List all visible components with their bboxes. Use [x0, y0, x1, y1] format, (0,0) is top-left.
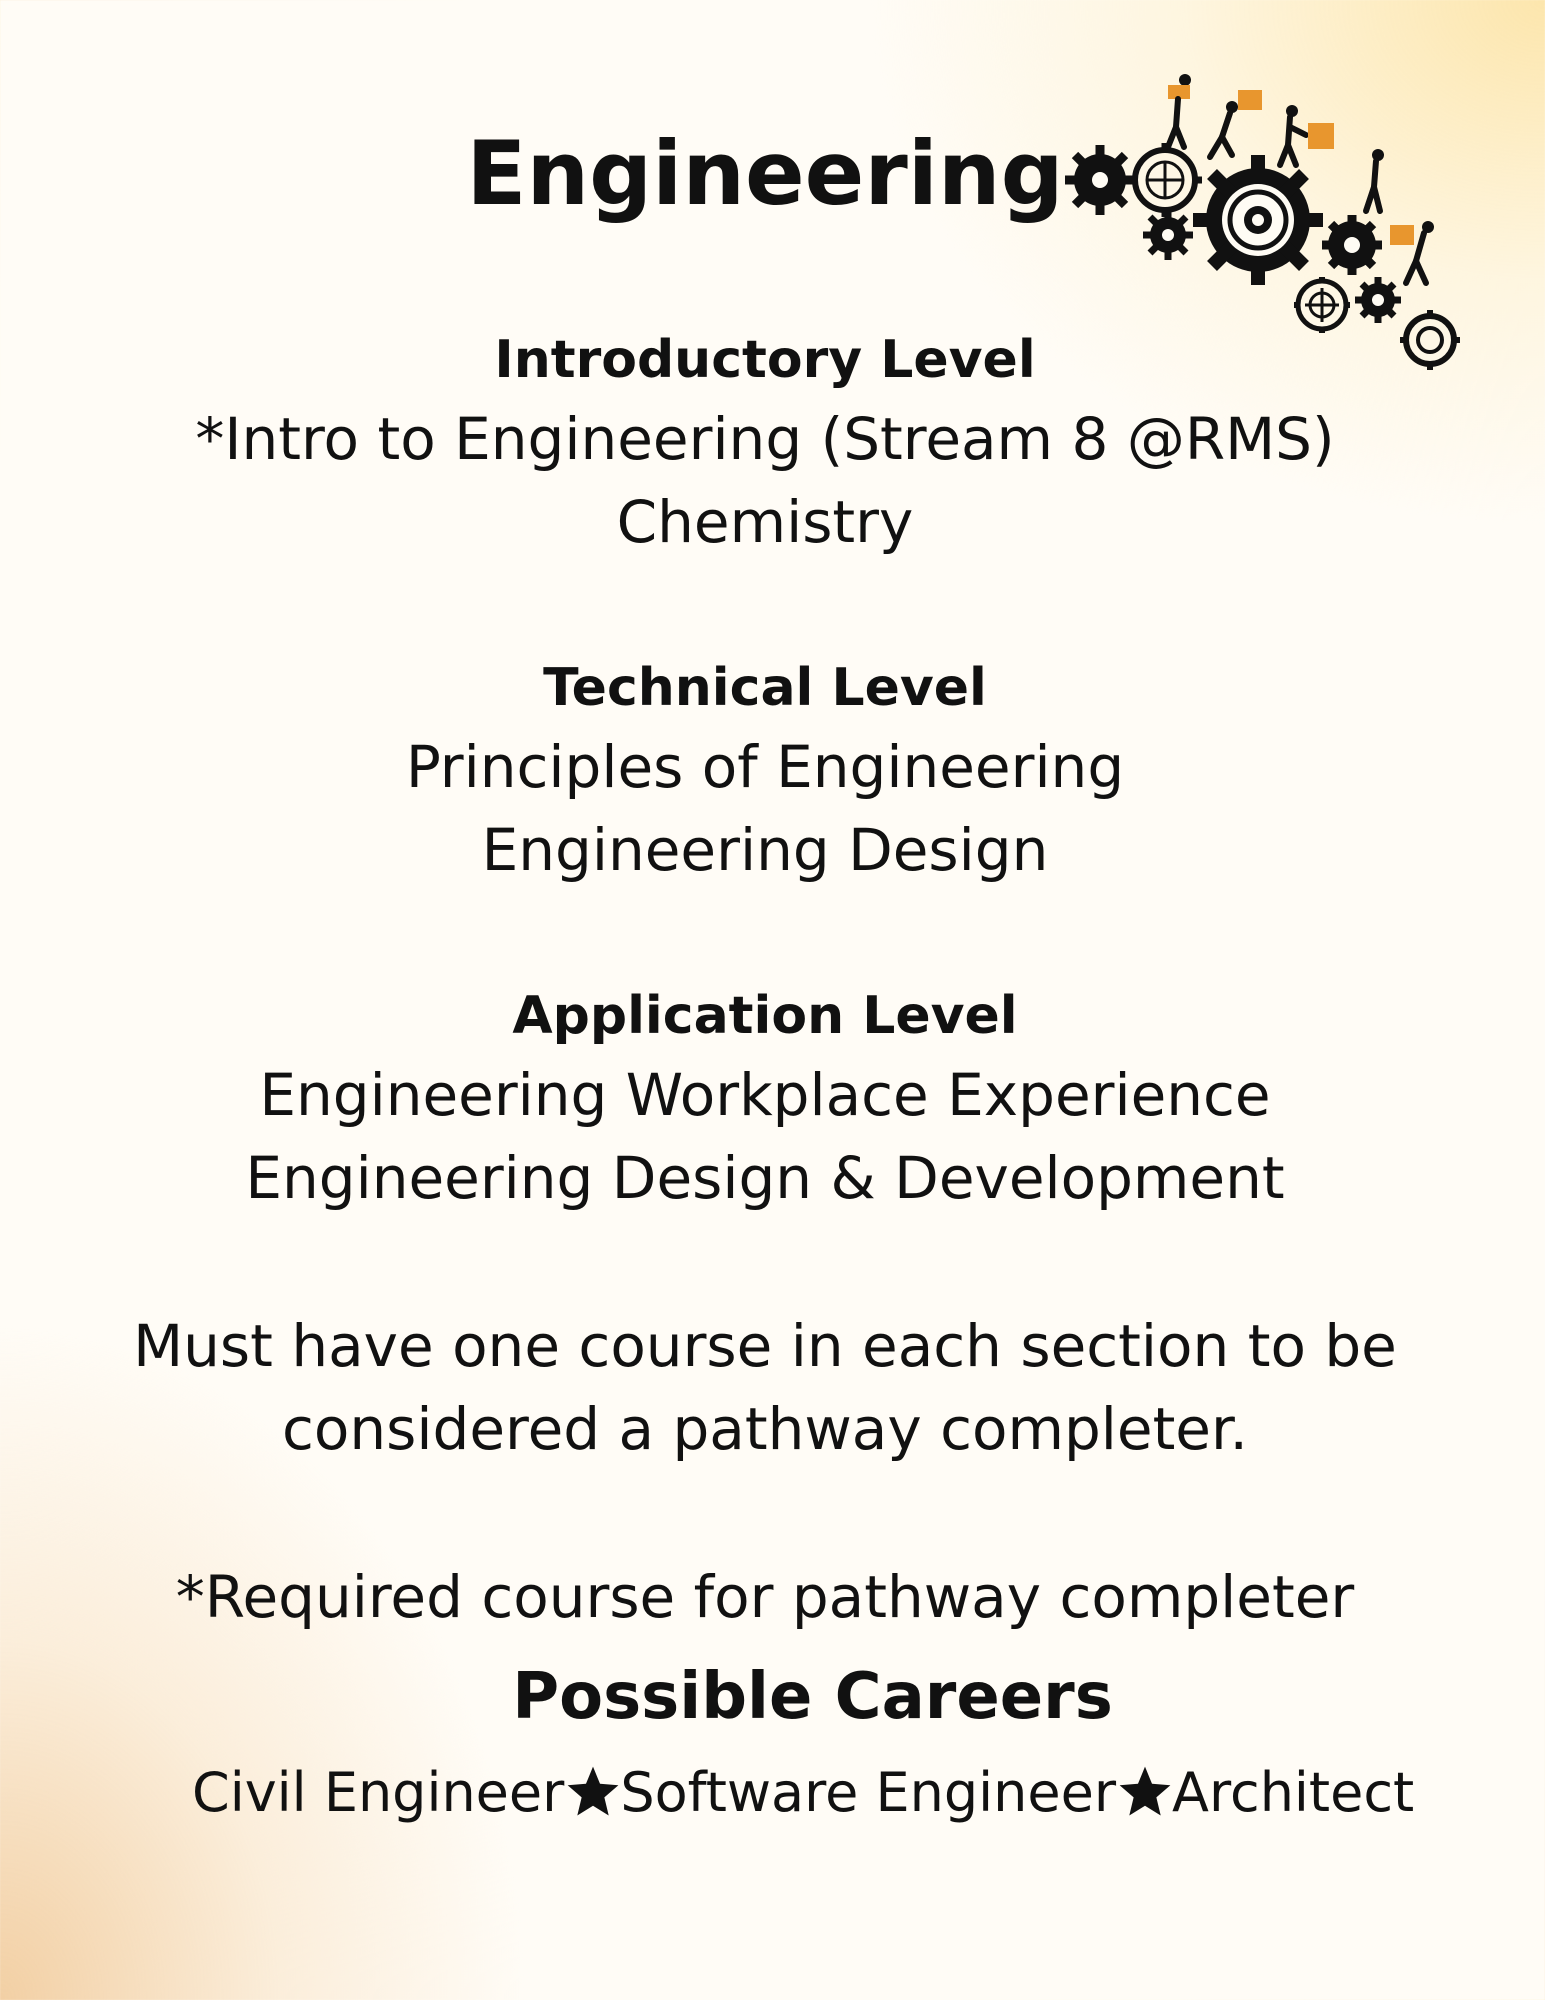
- completer-note-line-1: Must have one course in each section to be: [133, 1312, 1397, 1380]
- course-engineering-design: Engineering Design: [481, 816, 1049, 884]
- section-heading-technical: Technical Level: [543, 658, 987, 718]
- course-engineering-workplace-experience: Engineering Workplace Experience: [259, 1061, 1271, 1129]
- gear-outline-2: [1294, 277, 1350, 333]
- careers-list: [192, 1752, 1414, 1832]
- gear-small-left: [1065, 145, 1135, 215]
- course-engineering-design-development: Engineering Design & Development: [245, 1144, 1285, 1212]
- course-chemistry: Chemistry: [616, 488, 914, 556]
- career-civil-engineer: Civil Engineer: [192, 1760, 565, 1824]
- gear-outline-1: [1128, 143, 1202, 217]
- gear-large-center: [1193, 155, 1323, 285]
- star-icon: [1116, 1763, 1174, 1821]
- page-title: Engineering: [466, 122, 1064, 225]
- required-course-note: *Required course for pathway completer: [175, 1563, 1355, 1631]
- star-icon: [564, 1763, 622, 1821]
- career-software-engineer: Software Engineer: [620, 1760, 1117, 1824]
- course-intro-to-engineering: *Intro to Engineering (Stream 8 @RMS): [195, 405, 1335, 473]
- gear-small-lower: [1355, 277, 1401, 323]
- course-principles-of-engineering: Principles of Engineering: [405, 733, 1125, 801]
- section-heading-application: Application Level: [512, 986, 1018, 1046]
- career-architect: Architect: [1172, 1760, 1415, 1824]
- completer-note-line-2: considered a pathway completer.: [282, 1395, 1248, 1463]
- section-heading-introductory: Introductory Level: [494, 330, 1036, 390]
- gear-medium-right: [1322, 215, 1382, 275]
- careers-heading: Possible Careers: [512, 1660, 1113, 1734]
- gear-small-bottom: [1143, 210, 1193, 260]
